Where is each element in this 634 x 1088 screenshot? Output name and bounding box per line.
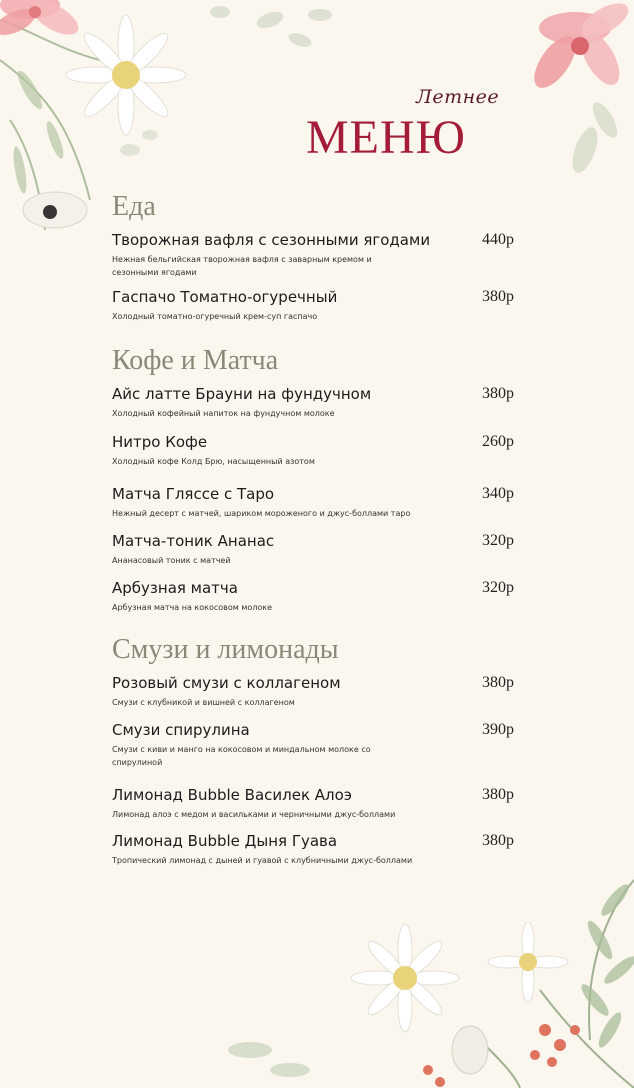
item-price: 320р — [482, 579, 514, 596]
white-anemone-icon — [23, 192, 87, 228]
item-description: Лимонад алоэ с медом и васильками и черничными джус-боллами — [112, 810, 396, 819]
menu-item — [112, 230, 522, 279]
item-name: Смузи спирулина — [112, 721, 250, 739]
item-price: 390р — [482, 721, 514, 738]
red-berries-icon — [423, 1024, 580, 1087]
item-name: Лимонад Bubble Дыня Гуава — [112, 832, 338, 850]
item-price: 380р — [482, 385, 514, 402]
item-name: Розовый смузи с коллагеном — [112, 674, 341, 692]
daisy-icon — [488, 922, 568, 1002]
daisy-icon — [66, 15, 186, 135]
leaf-sprig-icon — [480, 880, 634, 1088]
menu-item — [112, 578, 522, 614]
item-price: 380р — [482, 786, 514, 803]
menu-item — [112, 432, 522, 468]
menu-title: МЕНЮ — [306, 111, 466, 164]
item-name: Нитро Кофе — [112, 433, 208, 451]
item-price: 340р — [482, 485, 514, 502]
item-description: Тропический лимонад с дыней и гуавой с клубничными джус-боллами — [112, 856, 413, 865]
item-name: Матча Гляссе с Таро — [112, 485, 275, 503]
menu-item — [112, 531, 522, 567]
item-name: Матча-тоник Ананас — [112, 532, 275, 550]
item-price: 260р — [482, 433, 514, 450]
item-price: 440р — [482, 231, 514, 248]
pink-cosmos-flower-icon — [526, 0, 633, 95]
pink-cosmos-flower-icon — [0, 0, 84, 41]
menu-item — [112, 720, 522, 769]
item-name: Гаспачо Томатно-огуречный — [112, 288, 338, 306]
item-description: Арбузная матча на кокосовом молоке — [112, 603, 273, 612]
item-price: 380р — [482, 674, 514, 691]
menu-item — [112, 831, 522, 867]
item-name: Арбузная матча — [112, 579, 238, 597]
item-name: Айс латте Брауни на фундучном — [112, 385, 372, 403]
item-description: Холодный томатно-огуречный крем-суп гаспачо — [112, 312, 318, 321]
leaf-sprig-icon — [0, 20, 100, 230]
menu-item — [112, 384, 522, 420]
item-price: 380р — [482, 832, 514, 849]
item-description: Смузи с клубникой и вишней с коллагеном — [112, 698, 295, 707]
section-title-food: Еда — [112, 191, 156, 222]
item-price: 380р — [482, 288, 514, 305]
item-description: Ананасовый тоник с матчей — [112, 556, 231, 565]
item-description: Холодный кофе Колд Брю, насыщенный азотом — [112, 457, 315, 466]
item-name: Творожная вафля с сезонными ягодами — [112, 231, 431, 249]
menu-item — [112, 673, 522, 709]
item-name: Лимонад Bubble Василек Алоэ — [112, 786, 353, 804]
menu-subtitle: Летнее — [416, 86, 500, 108]
item-description: Нежный десерт с матчей, шариком мороженого и джус-боллами таро — [112, 509, 411, 518]
section-title-coffee: Кофе и Матча — [112, 345, 279, 376]
menu-item — [112, 287, 522, 323]
item-price: 320р — [482, 532, 514, 549]
item-description: Нежная бельгийская творожная вафля с заварным кремом и сезонными ягодами — [112, 255, 372, 277]
white-anemone-icon — [452, 1026, 488, 1074]
menu-item — [112, 484, 522, 520]
daisy-icon — [351, 924, 459, 1032]
item-description: Холодный кофейный напиток на фундучном молоке — [112, 409, 335, 418]
item-description: Смузи с киви и манго на кокосовом и миндальном молоке со спирулиной — [112, 745, 371, 767]
menu-item — [112, 785, 522, 821]
section-title-smoothies: Смузи и лимонады — [112, 634, 339, 665]
